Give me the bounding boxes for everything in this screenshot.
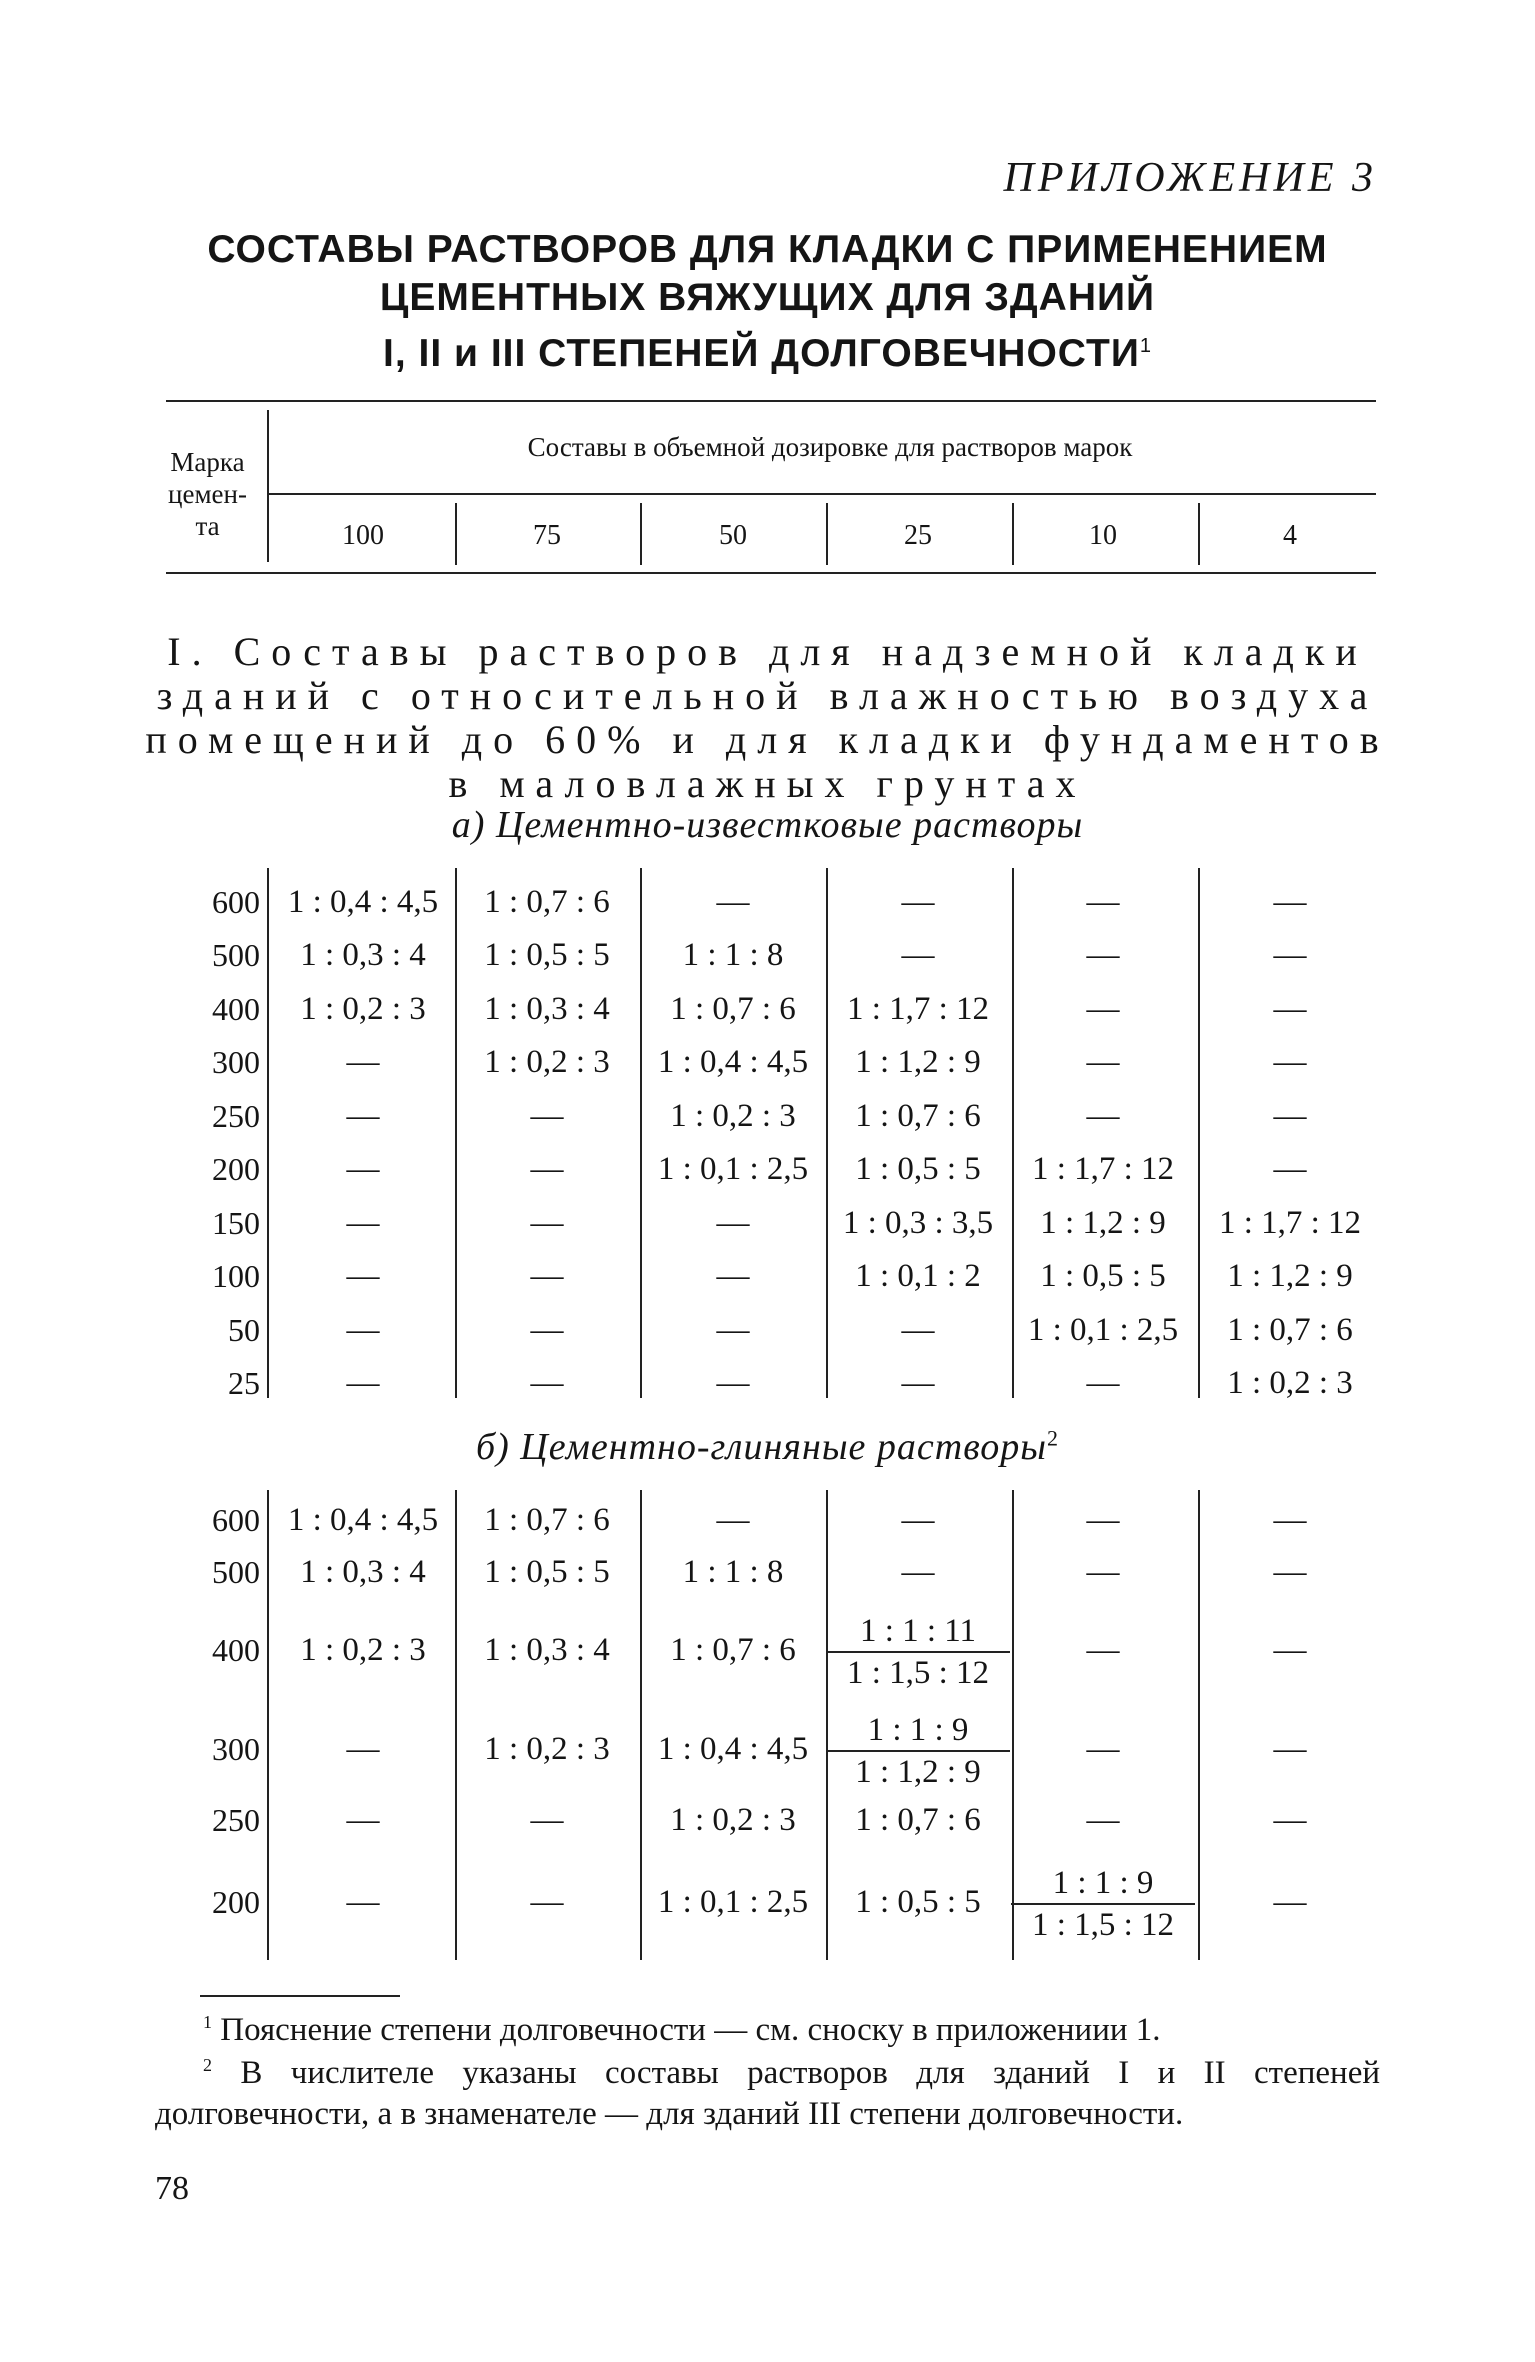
header-column-divider — [640, 503, 642, 565]
header-column-divider — [455, 503, 457, 565]
table-b-cell: — — [1086, 1554, 1120, 1590]
table-b-cell: — — [1086, 1731, 1120, 1767]
table-b-cell-fraction — [826, 1710, 1010, 1792]
table-a-row-grade: 600 — [212, 883, 260, 920]
table-b-cell: — — [1273, 1802, 1307, 1838]
table-a-cell: — — [1086, 1365, 1120, 1402]
table-a-row-grade: 250 — [212, 1097, 260, 1134]
mortar-grade-header-10: 10 — [1089, 520, 1117, 551]
table-b-cell: 1 : 0,3 : 4 — [484, 1632, 610, 1668]
mortar-grade-header-100: 100 — [342, 520, 384, 551]
table-b-cell: 1 : 0,5 : 5 — [855, 1884, 981, 1920]
table-b-cell: — — [1273, 1554, 1307, 1590]
table-b-cell-fraction — [1011, 1863, 1195, 1945]
table-b-row-grade: 600 — [212, 1502, 260, 1538]
table-a-cell: — — [716, 883, 750, 920]
table-a-cell: 1 : 1,7 : 12 — [1031, 1151, 1175, 1188]
table-a-cell: 1 : 0,1 : 2 — [855, 1258, 981, 1295]
table-b-row-grade: 300 — [212, 1731, 260, 1767]
table-b-cell: — — [346, 1884, 380, 1920]
table-b-cell: 1 : 0,4 : 4,5 — [657, 1731, 809, 1767]
table-a-cell: — — [716, 1204, 750, 1241]
table-b-cell: 1 : 0,4 : 4,5 — [287, 1502, 439, 1538]
table-a-row-grade: 100 — [212, 1258, 260, 1295]
table-b-cell: 1 : 0,7 : 6 — [670, 1632, 796, 1668]
header-mid-rule — [268, 493, 1376, 495]
table-a-cell: — — [346, 1044, 380, 1081]
table-b-cell: — — [346, 1802, 380, 1838]
table-a-cell: — — [1086, 1044, 1120, 1081]
page-title — [0, 226, 1535, 378]
table-a-cell: 1 : 0,7 : 6 — [1227, 1311, 1353, 1348]
mortar-grade-header-75: 75 — [533, 520, 561, 551]
table-b-fraction-denominator: 1 : 1,5 : 12 — [826, 1651, 1010, 1693]
table-a-cell: — — [530, 1204, 564, 1241]
table-a-cell: 1 : 0,2 : 3 — [1227, 1365, 1353, 1402]
table-a-row-grade: 500 — [212, 937, 260, 974]
table-b-cell-fraction — [826, 1611, 1010, 1693]
table-a-cell: — — [1086, 1097, 1120, 1134]
table-b-cell: 1 : 0,2 : 3 — [484, 1731, 610, 1767]
page-number: 78 — [155, 2170, 189, 2207]
title-footnote-mark: 1 — [1139, 335, 1152, 357]
table-b-cell: 1 : 1 : 8 — [682, 1554, 784, 1590]
table-a-cell: 1 : 0,7 : 6 — [855, 1097, 981, 1134]
table-b-cell: — — [1086, 1632, 1120, 1668]
table-a-cell: — — [346, 1258, 380, 1295]
title-line-2: ЦЕМЕНТНЫХ ВЯЖУЩИХ ДЛЯ ЗДАНИЙ — [379, 276, 1156, 319]
table-a-cell: — — [1086, 883, 1120, 920]
table-b-cell: — — [1086, 1802, 1120, 1838]
table-b-fraction-numerator: 1 : 1 : 9 — [867, 1712, 969, 1748]
table-a-cell: 1 : 0,5 : 5 — [1040, 1258, 1166, 1295]
table-b-cell: — — [530, 1802, 564, 1838]
header-column-divider — [826, 503, 828, 565]
table-a-cell: 1 : 1,7 : 12 — [1218, 1204, 1362, 1241]
table-a-cell: — — [1273, 1097, 1307, 1134]
table-a-cell: — — [1273, 937, 1307, 974]
table-a-cell: — — [530, 1365, 564, 1402]
table-a-row-grade: 150 — [212, 1204, 260, 1241]
table-b-cell: — — [1273, 1502, 1307, 1538]
table-a-cell: 1 : 1,2 : 9 — [855, 1044, 981, 1081]
table-a-cell: 1 : 0,1 : 2,5 — [657, 1151, 809, 1188]
header-column-divider — [1198, 503, 1200, 565]
table-a-cell: 1 : 0,2 : 3 — [670, 1097, 796, 1134]
section-1-heading: I. Составы растворов для надземной кладки зданий с относительной влажностью воздуха помещений до 60% и для кладки фундаментов в маловлажных грунтах — [145, 629, 1390, 806]
table-b-row-grade: 200 — [212, 1884, 260, 1920]
table-b-cell: — — [346, 1731, 380, 1767]
table-a-row-grade: 50 — [228, 1311, 260, 1348]
appendix-label: ПРИЛОЖЕНИЕ 3 — [1003, 155, 1377, 201]
table-b-footnote-mark: 2 — [1046, 1425, 1059, 1451]
table-b-cell: — — [1086, 1502, 1120, 1538]
table-a-cell: — — [530, 1311, 564, 1348]
table-a-cell: 1 : 0,4 : 4,5 — [657, 1044, 809, 1081]
table-b-cell: 1 : 0,3 : 4 — [300, 1554, 426, 1590]
table-a-cell: 1 : 0,4 : 4,5 — [287, 883, 439, 920]
table-a-cell: — — [716, 1258, 750, 1295]
table-a-cell: — — [716, 1311, 750, 1348]
table-b-cell: — — [1273, 1884, 1307, 1920]
table-a-cell: — — [346, 1311, 380, 1348]
table-b-fraction-numerator: 1 : 1 : 9 — [1052, 1865, 1154, 1901]
table-b-title: б) Цементно-глиняные растворы$^2$ — [476, 1425, 1059, 1468]
table-b-fraction-numerator: 1 : 1 : 11 — [859, 1613, 977, 1649]
table-b-cell: — — [530, 1884, 564, 1920]
table-a-cell: 1 : 1,2 : 9 — [1227, 1258, 1353, 1295]
title-line-3: I, II и III СТЕПЕНЕЙ ДОЛГОВЕЧНОСТИ$^1$ — [383, 332, 1152, 375]
table-b-cell: — — [1273, 1731, 1307, 1767]
table-a-cell: 1 : 0,1 : 2,5 — [1027, 1311, 1179, 1348]
table-a-cell: — — [1273, 990, 1307, 1027]
header-bottom-rule — [166, 572, 1376, 574]
table-a-cell: 1 : 0,5 : 5 — [484, 937, 610, 974]
table-a-cell: — — [530, 1258, 564, 1295]
table-a-cell: — — [346, 1365, 380, 1402]
table-a-cell: 1 : 0,3 : 4 — [484, 990, 610, 1027]
table-a-cell: — — [901, 883, 935, 920]
table-a-cell: — — [1273, 883, 1307, 920]
table-a-cell: 1 : 0,7 : 6 — [484, 883, 610, 920]
table-b-cell: 1 : 0,1 : 2,5 — [657, 1884, 809, 1920]
table-a-cell: — — [901, 937, 935, 974]
table-a-cell: — — [530, 1097, 564, 1134]
table-b-fraction-denominator: 1 : 1,5 : 12 — [1011, 1903, 1195, 1945]
table-b-cell: — — [1273, 1632, 1307, 1668]
table-a-cell: — — [1086, 937, 1120, 974]
table-a-row-grade: 400 — [212, 990, 260, 1027]
table-a-row-grade: 200 — [212, 1151, 260, 1188]
table-a-cell: — — [346, 1204, 380, 1241]
table-a-cell: 1 : 1 : 8 — [682, 937, 784, 974]
table-b-cell: — — [901, 1502, 935, 1538]
table-b-row-grade: 400 — [212, 1632, 260, 1668]
mortar-grade-header-4: 4 — [1283, 520, 1297, 551]
table-a-cell: 1 : 0,7 : 6 — [670, 990, 796, 1027]
table-b-cell: 1 : 0,2 : 3 — [670, 1802, 796, 1838]
table-a-cell: — — [1273, 1044, 1307, 1081]
table-b-row-grade: 500 — [212, 1554, 260, 1590]
table-a-cell: 1 : 0,5 : 5 — [855, 1151, 981, 1188]
header-grade-divider — [267, 410, 269, 562]
table-b-fraction-denominator: 1 : 1,2 : 9 — [826, 1750, 1010, 1792]
mortar-grade-header-50: 50 — [719, 520, 747, 551]
table-b-cell: 1 : 0,5 : 5 — [484, 1554, 610, 1590]
table-b-cell: 1 : 0,7 : 6 — [484, 1502, 610, 1538]
header-column-divider — [1012, 503, 1014, 565]
title-line-1: СОСТАВЫ РАСТВОРОВ ДЛЯ КЛАДКИ С ПРИМЕНЕНИЕМ — [207, 228, 1328, 271]
table-b-cell: 1 : 0,7 : 6 — [855, 1802, 981, 1838]
table-a-row-grade: 300 — [212, 1044, 260, 1081]
table-a-title: а) Цементно-известковые растворы — [451, 804, 1084, 846]
table-a-column-divider — [267, 868, 269, 1398]
grade-column-header: Марка цемен- та — [168, 447, 247, 541]
table-b-row-grade: 250 — [212, 1802, 260, 1838]
table-a-cell: 1 : 0,3 : 4 — [300, 937, 426, 974]
table-b-cell: 1 : 0,2 : 3 — [300, 1632, 426, 1668]
mortar-grade-header-25: 25 — [904, 520, 932, 551]
table-b-column-divider — [267, 1490, 269, 1960]
footnote-2: $^2$ В числителе указаны составы растворов для зданий I и II степеней долговечности, а в знаменателе — для зданий III степени долговечности. — [155, 2055, 1381, 2132]
table-a-cell: — — [530, 1151, 564, 1188]
composition-span-header: Составы в объемной дозировке для растворов марок — [527, 432, 1133, 462]
table-a-cell: — — [716, 1365, 750, 1402]
footnote-1: $^1$ Пояснение степени долговечности — см. сноску в приложениии 1. — [203, 2012, 1161, 2048]
table-a-cell: 1 : 1,7 : 12 — [846, 990, 990, 1027]
table-a-row-grade: 25 — [228, 1365, 260, 1402]
table-b-cell: — — [716, 1502, 750, 1538]
table-a-cell: 1 : 0,2 : 3 — [300, 990, 426, 1027]
table-a-cell: — — [346, 1151, 380, 1188]
table-a-cell: 1 : 0,2 : 3 — [484, 1044, 610, 1081]
table-a-cell: — — [901, 1365, 935, 1402]
table-a-cell: 1 : 1,2 : 9 — [1040, 1204, 1166, 1241]
table-a-cell: 1 : 0,3 : 3,5 — [842, 1204, 994, 1241]
table-b-cell: — — [901, 1554, 935, 1590]
table-a-cell: — — [1086, 990, 1120, 1027]
footnote-rule — [200, 1995, 400, 1997]
header-top-rule — [166, 400, 1376, 402]
table-a-cell: — — [901, 1311, 935, 1348]
table-a-cell: — — [346, 1097, 380, 1134]
table-a-cell: — — [1273, 1151, 1307, 1188]
